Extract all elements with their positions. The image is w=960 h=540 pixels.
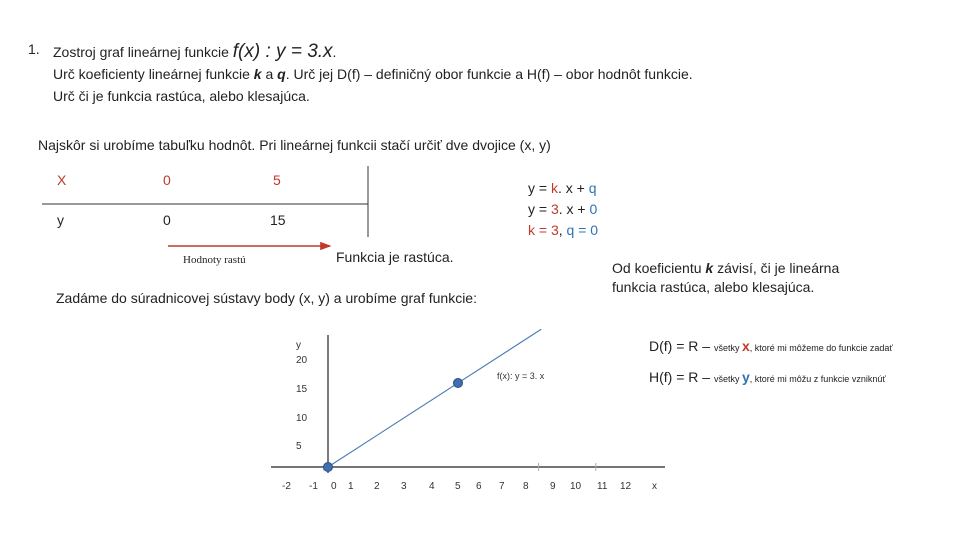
axis-labels <box>282 340 657 492</box>
x-axis-label: x <box>652 481 657 492</box>
range-small-a: všetky <box>713 374 742 384</box>
task-period: . <box>332 44 337 60</box>
y-tick-label: 10 <box>296 413 308 424</box>
task-text: Zostroj graf lineárnej funkcie <box>53 44 233 60</box>
table-y2: 15 <box>270 212 286 228</box>
eq3-k: k = 3 <box>528 222 559 238</box>
data-point <box>324 463 333 472</box>
plot-instruction: Zadáme do súradnicovej sústavy body (x, y) a urobíme graf funkcie: <box>56 290 477 306</box>
eq2-q: 0 <box>589 201 598 217</box>
task-number: 1. <box>28 41 40 57</box>
x-tick-label: 0 <box>331 481 337 492</box>
axes <box>271 335 665 473</box>
series-label: f(x): y = 3. x <box>497 371 545 381</box>
increasing-text: Funkcia je rastúca. <box>336 249 454 265</box>
eq2-part-a: y = <box>528 201 551 217</box>
domain-small-a: všetky <box>713 343 742 353</box>
x-tick-label: 8 <box>523 481 529 492</box>
eq1-part-a: y = <box>528 180 551 196</box>
eq1-part-b: . x + <box>557 180 589 196</box>
domain-var: x <box>741 338 750 354</box>
range-var: y <box>741 369 750 385</box>
table-x-label: X <box>57 172 67 188</box>
eq1-k: k <box>550 180 558 196</box>
table-y-label: y <box>57 212 64 228</box>
range-small-b: , ktoré mi môžu z funkcie vzniknúť <box>749 374 886 384</box>
eq2-part-b: . x + <box>558 201 590 217</box>
x-tick-label: -2 <box>282 481 291 492</box>
y-tick-label: 20 <box>296 355 308 366</box>
y-axis-label: y <box>296 340 301 351</box>
x-tick-label: 4 <box>429 481 435 492</box>
domain-small-b: , ktoré mi môžeme do funkcie zadať <box>749 343 893 353</box>
table-x1: 0 <box>163 172 171 188</box>
x-tick-label: 7 <box>499 481 505 492</box>
task-line-3: Urč či je funkcia rastúca, alebo klesajúca. <box>53 88 310 104</box>
coef-note-line2: funkcia rastúca, alebo klesajúca. <box>612 279 815 295</box>
task-formula: f(x) : y = 3.x <box>232 41 333 62</box>
range-main: H(f) = R – <box>649 369 714 385</box>
task-line2-b: . Urč jej D(f) – definičný obor funkcie a H(f) – obor hodnôt funkcie. <box>285 66 693 82</box>
table-x2: 5 <box>273 172 281 188</box>
x-tick-label: 2 <box>374 481 380 492</box>
coef-note-a: Od koeficientu <box>612 260 706 276</box>
task-line2-a: Urč koeficienty lineárnej funkcie <box>53 66 254 82</box>
x-tick-label: 11 <box>597 481 608 492</box>
series-line <box>323 329 541 470</box>
intro-text: Najskôr si urobíme tabuľku hodnôt. Pri lineárnej funkcii stačí určiť dve dvojice (x, y) <box>38 137 551 153</box>
eq1-q: q <box>588 180 597 196</box>
eq2-k: 3 <box>550 201 559 217</box>
table-y1: 0 <box>163 212 171 228</box>
domain-main: D(f) = R – <box>649 338 714 354</box>
y-tick-label: 5 <box>296 441 302 452</box>
eq3-q: q = 0 <box>566 222 599 238</box>
y-tick-label: 15 <box>296 384 308 395</box>
x-tick-label: 3 <box>401 481 407 492</box>
data-point <box>454 379 463 388</box>
eq3-sep: , <box>558 222 567 238</box>
coef-note-k: k <box>705 260 714 276</box>
task-k: k <box>253 66 262 82</box>
x-tick-label: 10 <box>570 481 582 492</box>
x-tick-label: 1 <box>348 481 354 492</box>
growth-label: Hodnoty rastú <box>183 254 246 266</box>
x-tick-label: 9 <box>550 481 556 492</box>
x-tick-label: 6 <box>476 481 482 492</box>
plot-area <box>323 329 541 471</box>
x-tick-label: 12 <box>620 481 632 492</box>
x-tick-label: -1 <box>309 481 318 492</box>
coef-note-b: závisí, či je lineárna <box>713 260 840 276</box>
task-and: a <box>261 66 278 82</box>
x-tick-label: 5 <box>455 481 461 492</box>
task-q: q <box>277 66 286 82</box>
